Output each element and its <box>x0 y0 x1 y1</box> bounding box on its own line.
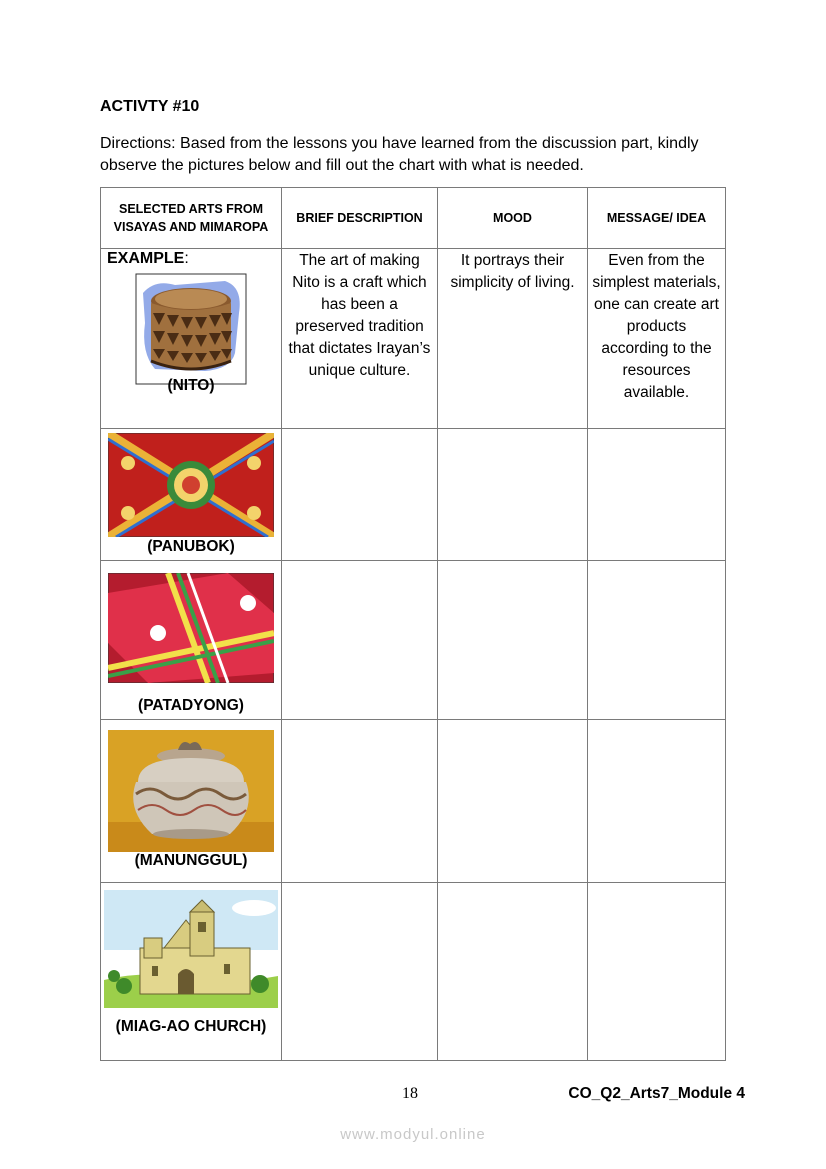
patadyong-art-cell <box>101 561 282 720</box>
mood-cell[interactable] <box>438 561 588 720</box>
description-cell[interactable] <box>282 883 438 1061</box>
table-row <box>101 883 726 1061</box>
directions-text: Directions: Based from the lessons you have learned from the discussion part, kindly observe the pictures below and fill out the chart with what is needed. <box>100 135 699 174</box>
description-cell[interactable] <box>282 561 438 720</box>
patadyong-image <box>108 573 274 683</box>
example-colon: : <box>184 250 189 267</box>
watermark: www.modyul.online <box>340 1126 486 1143</box>
activity-chart <box>100 187 726 1061</box>
table-row <box>101 561 726 720</box>
panubok-image <box>108 433 274 537</box>
miagao-church-image <box>104 890 278 1008</box>
miagao-art-cell <box>101 883 282 1061</box>
art-name: (PANUBOK) <box>147 538 235 555</box>
description-cell[interactable] <box>282 429 438 561</box>
example-row <box>101 249 726 429</box>
art-name: (PATADYONG) <box>138 697 244 714</box>
message-cell[interactable] <box>588 883 726 1061</box>
mood-cell[interactable] <box>438 720 588 883</box>
header-arts: SELECTED ARTS FROM VISAYAS AND MIMAROPA <box>101 188 282 249</box>
table-row <box>101 429 726 561</box>
message-cell[interactable] <box>588 720 726 883</box>
example-art-name: (NITO) <box>167 377 215 394</box>
mood-cell[interactable] <box>438 883 588 1061</box>
table-row <box>101 720 726 883</box>
message-cell[interactable] <box>588 429 726 561</box>
header-message: MESSAGE/ IDEA <box>588 188 726 249</box>
activity-title: ACTIVTY #10 <box>100 98 200 115</box>
header-row <box>101 188 726 249</box>
example-label: EXAMPLE <box>107 250 185 267</box>
example-description: The art of making Nito is a craft which has been a preserved tradition that dictates Irayan’s unique culture. <box>282 249 438 429</box>
page-number: 18 <box>402 1085 418 1102</box>
art-name: (MANUNGGUL) <box>134 852 248 869</box>
panubok-art-cell <box>101 429 282 561</box>
manunggul-jar-image <box>108 730 274 852</box>
manunggul-art-cell <box>101 720 282 883</box>
description-cell[interactable] <box>282 720 438 883</box>
example-mood: It portrays their simplicity of living. <box>438 249 588 429</box>
nito-basket-image <box>135 273 247 385</box>
mood-cell[interactable] <box>438 429 588 561</box>
header-description: BRIEF DESCRIPTION <box>282 188 438 249</box>
module-code: CO_Q2_Arts7_Module 4 <box>568 1085 745 1102</box>
message-cell[interactable] <box>588 561 726 720</box>
example-message: Even from the simplest materials, one can create art products according to the resources available. <box>588 249 726 429</box>
header-mood: MOOD <box>438 188 588 249</box>
example-art-cell <box>101 249 282 429</box>
art-name: (MIAG-AO CHURCH) <box>115 1018 267 1035</box>
